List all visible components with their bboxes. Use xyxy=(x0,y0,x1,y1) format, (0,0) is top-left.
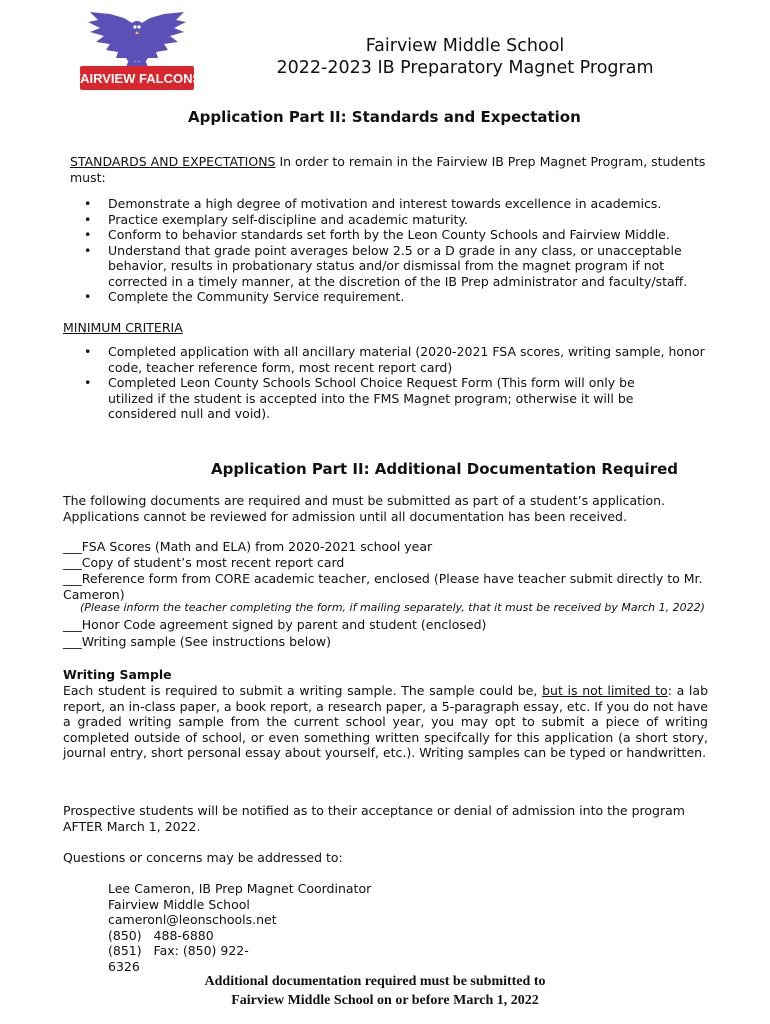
list-item: • Completed application with all ancillary material (2020-2021 FSA scores, writing sample, honor code, teacher reference form, most recent report card) xyxy=(84,344,710,375)
falcon-logo-icon xyxy=(72,12,202,92)
standards-list xyxy=(84,196,704,305)
list-item: • Completed Leon County Schools School Choice Request Form (This form will only be utilized if the student is accepted into the FMS Magnet program; otherwise it will be considered null and void). xyxy=(84,375,710,422)
standards-label: STANDARDS AND EXPECTATIONS xyxy=(70,154,276,169)
contact-fax-cont: 6326 xyxy=(108,958,140,974)
notification-paragraph: Prospective students will be notified as to their acceptance or denial of admission into the program AFTER March 1, 2022. xyxy=(63,803,685,834)
writing-text-after: : a lab report, an in-class paper, a book report, a research paper, a 5-paragraph essay, etc. If you do not have a graded writing sample from the current school year, you may opt to submit a piece of writing completed outside of school, or even something written specifcally for this application (a short story, journal entry, short personal essay about yourself, etc.). Writing samples can be typed or handwritten. xyxy=(63,683,708,760)
contact-phone: (850) 488-6880 xyxy=(108,927,214,943)
list-item: • Practice exemplary self-discipline and academic maturity. xyxy=(84,212,704,228)
list-item: • Conform to behavior standards set forth by the Leon County Schools and Fairview Middle. xyxy=(84,227,704,243)
doc-item-honor-code: ___Honor Code agreement signed by parent and student (enclosed) xyxy=(63,617,487,632)
contact-fax: (851) Fax: (850) 922- xyxy=(108,943,249,958)
doc-item-fsa: ___FSA Scores (Math and ELA) from 2020-2021 school year xyxy=(63,539,433,554)
school-logo xyxy=(72,12,202,92)
contact-name: Lee Cameron, IB Prep Magnet Coordinator xyxy=(108,881,372,896)
standards-intro: In order to remain in the Fairview IB Prep Magnet Program, students must: xyxy=(70,154,706,185)
part2-title: Application Part II: Additional Documentation Required xyxy=(211,460,678,478)
doc-item-reference: ___Reference form from CORE academic teacher, enclosed (Please have teacher submit directly to Mr. Cameron) xyxy=(63,571,703,602)
minimum-label: MINIMUM CRITERIA xyxy=(63,320,183,335)
questions-text: Questions or concerns may be addressed to: xyxy=(63,850,343,865)
list-item: • Understand that grade point averages below 2.5 or a D grade in any class, or unacceptable behavior, results in probationary status and/or dismissal from the magnet program if not corrected in a timely manner, at the discretion of the IB Prep administrator and faculty/staff. xyxy=(84,243,704,290)
doc-item-writing: ___Writing sample (See instructions below) xyxy=(63,634,331,649)
writing-paragraph xyxy=(63,683,708,761)
contact-block xyxy=(108,881,371,974)
footer-line-2: Fairview Middle School on or before March 1, 2022 xyxy=(231,993,539,1008)
standards-paragraph xyxy=(70,154,720,185)
list-item: • Demonstrate a high degree of motivation and interest towards excellence in academics. xyxy=(84,196,704,212)
part1-title: Application Part II: Standards and Expectation xyxy=(188,108,581,126)
part2-intro: The following documents are required and must be submitted as part of a student’s application. Applications cannot be reviewed for admission until all documentation has been received. xyxy=(63,493,666,524)
minimum-list xyxy=(84,344,710,422)
contact-email: cameronl@leonschools.net xyxy=(108,912,277,927)
program-name: 2022-2023 IB Preparatory Magnet Program xyxy=(276,58,654,78)
writing-text-underlined: but is not limited to xyxy=(542,683,668,698)
writing-text-before: Each student is required to submit a writing sample. The sample could be, xyxy=(63,683,543,698)
list-item: • Complete the Community Service requirement. xyxy=(84,289,704,305)
footer-line-1: Additional documentation required must be submitted to xyxy=(204,974,546,989)
doc-item-report-card: ___Copy of student’s most recent report card xyxy=(63,555,345,570)
contact-school: Fairview Middle School xyxy=(108,896,250,912)
school-name: Fairview Middle School xyxy=(365,36,565,56)
doc-reference-note: (Please inform the teacher completing the form, if mailing separately, that it must be received by March 1, 2022) xyxy=(80,601,705,614)
writing-title: Writing Sample xyxy=(63,667,172,682)
logo-text: FAIRVIEW FALCONS xyxy=(72,71,202,86)
